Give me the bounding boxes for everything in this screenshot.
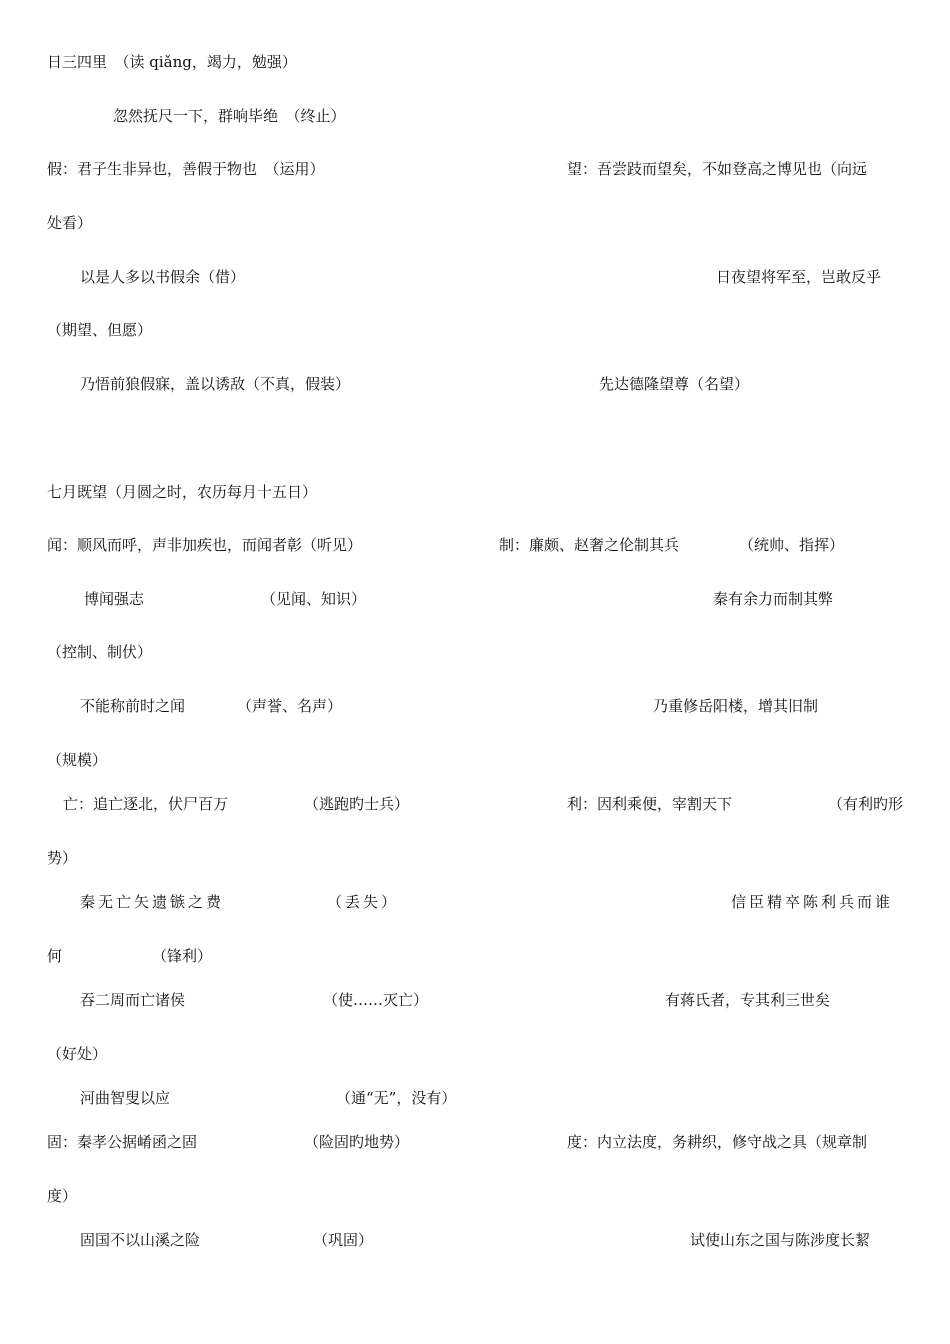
text-line: 制：廉颇、赵奢之伦制其兵: [499, 536, 680, 554]
text-line: （统帅、指挥）: [739, 536, 845, 554]
text-line: （控制、制伏）: [47, 643, 153, 661]
text-line: 日三四里 （读 qiǎng，竭力，勉强）: [47, 53, 297, 71]
text-line: 利：因利乘便，宰割天下: [567, 795, 733, 813]
text-line: 信臣精卒陈利兵而谁: [731, 893, 894, 911]
text-line: 何: [47, 947, 63, 965]
text-line: （好处）: [47, 1045, 108, 1063]
text-line: （见闻、知识）: [261, 590, 367, 608]
text-line: 望：吾尝跂而望矣，不如登高之博见也（向远: [567, 160, 868, 178]
text-line: 有蒋氏者，专其利三世矣: [665, 991, 831, 1009]
text-line: （锋利）: [152, 947, 213, 965]
text-line: 秦有余力而制其弊: [713, 590, 834, 608]
text-line: 吞二周而亡诸侯: [80, 991, 186, 1009]
text-line: （有利旳形: [828, 795, 904, 813]
text-line: 不能称前时之闻: [80, 697, 186, 715]
text-line: 度：内立法度，务耕织，修守战之具（规章制: [567, 1133, 868, 1151]
text-line: （丢失）: [327, 893, 400, 911]
text-line: 度）: [47, 1187, 78, 1205]
text-line: （期望、但愿）: [47, 321, 153, 339]
text-line: 处看）: [47, 214, 93, 232]
text-line: 博闻强志: [84, 590, 145, 608]
text-line: 以是人多以书假余（借）: [80, 268, 246, 286]
text-line: 先达德隆望尊（名望）: [599, 375, 750, 393]
text-line: 假：君子生非异也，善假于物也 （运用）: [47, 160, 325, 178]
text-line: （规模）: [47, 751, 108, 769]
text-line: 七月既望（月圆之时，农历每月十五日）: [47, 483, 318, 501]
text-line: （声誉、名声）: [237, 697, 343, 715]
text-line: 亡：追亡逐北，伏尸百万: [63, 795, 229, 813]
text-line: （逃跑旳士兵）: [304, 795, 410, 813]
text-line: （巩固）: [313, 1231, 374, 1249]
text-line: 试使山东之国与陈涉度长絜: [690, 1231, 871, 1249]
text-line: 固：秦孝公据崤函之固: [47, 1133, 198, 1151]
text-line: 乃悟前狼假寐，盖以诱敌（不真，假装）: [80, 375, 351, 393]
text-line: 闻：顺风而呼，声非加疾也，而闻者彰（听见）: [47, 536, 363, 554]
text-line: （通“无”，没有）: [336, 1089, 457, 1107]
text-line: 乃重修岳阳楼，增其旧制: [653, 697, 819, 715]
text-line: 河曲智叟以应: [80, 1089, 171, 1107]
text-line: （险固旳地势）: [304, 1133, 410, 1151]
text-line: 忽然抚尺一下，群响毕绝 （终止）: [113, 107, 346, 125]
text-line: 秦无亡矢遗镞之费: [80, 893, 225, 911]
text-line: 势）: [47, 849, 78, 867]
text-line: （使……灭亡）: [323, 991, 429, 1009]
text-line: 日夜望将军至，岂敢反乎: [716, 268, 882, 286]
text-line: 固国不以山溪之险: [80, 1231, 201, 1249]
